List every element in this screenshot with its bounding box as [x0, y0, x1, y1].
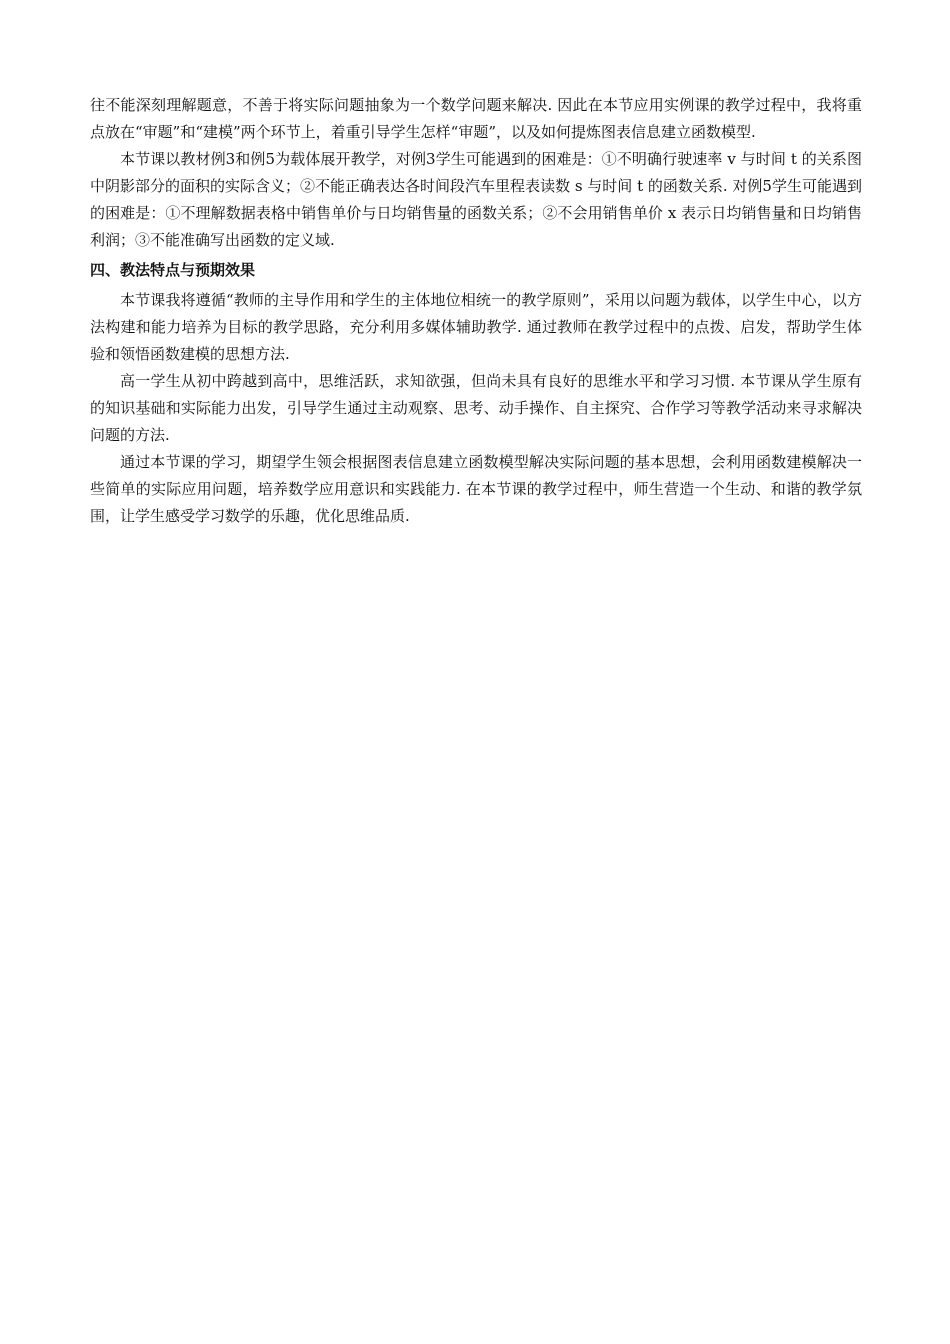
- paragraph-expected-effect: 通过本节课的学习，期望学生领会根据图表信息建立函数模型解决实际问题的基本思想，会利用函数建模解决一些简单的实际应用问题，培养数学应用意识和实践能力. 在本节课的教学过程中，师生营造一个生动、和谐的教学氛围，让学生感受学习数学的乐趣，优化思维品质.: [90, 453, 862, 525]
- paragraph-continuation: 往不能深刻理解题意，不善于将实际问题抽象为一个数学问题来解决. 因此在本节应用实例课的教学过程中，我将重点放在“审题”和“建模”两个环节上，着重引导学生怎样“审题”，以及如何提炼图表信息建立函数模型.: [90, 96, 862, 141]
- section-heading-teaching-method: 四、教法特点与预期效果: [90, 261, 256, 279]
- paragraph-teaching-principle: 本节课我将遵循“教师的主导作用和学生的主体地位相统一的教学原则”，采用以问题为载体，以学生中心，以方法构建和能力培养为目标的教学思路，充分利用多媒体辅助教学. 通过教师在教学过程中的点拨、启发，帮助学生体验和领悟函数建模的思想方法.: [90, 291, 862, 363]
- paragraph-student-profile: 高一学生从初中跨越到高中，思维活跃，求知欲强，但尚未具有良好的思维水平和学习习惯. 本节课从学生原有的知识基础和实际能力出发，引导学生通过主动观察、思考、动手操作、自主探究、合作学习等教学活动来寻求解决问题的方法.: [90, 372, 862, 444]
- paragraph-difficulties: 本节课以教材例3和例5为载体展开教学，对例3学生可能遇到的困难是：①不明确行驶速率 v 与时间 t 的关系图中阴影部分的面积的实际含义；②不能正确表达各时间段汽车里程表读数 s 与时间 t 的函数关系. 对例5学生可能遇到的困难是：①不理解数据表格中销售单价与日均销售量的函数关系；②不会用销售单价 x 表示日均销售量和日均销售利润；③不能准确写出函数的定义域.: [90, 150, 862, 249]
- document-page: [90, 92, 862, 530]
